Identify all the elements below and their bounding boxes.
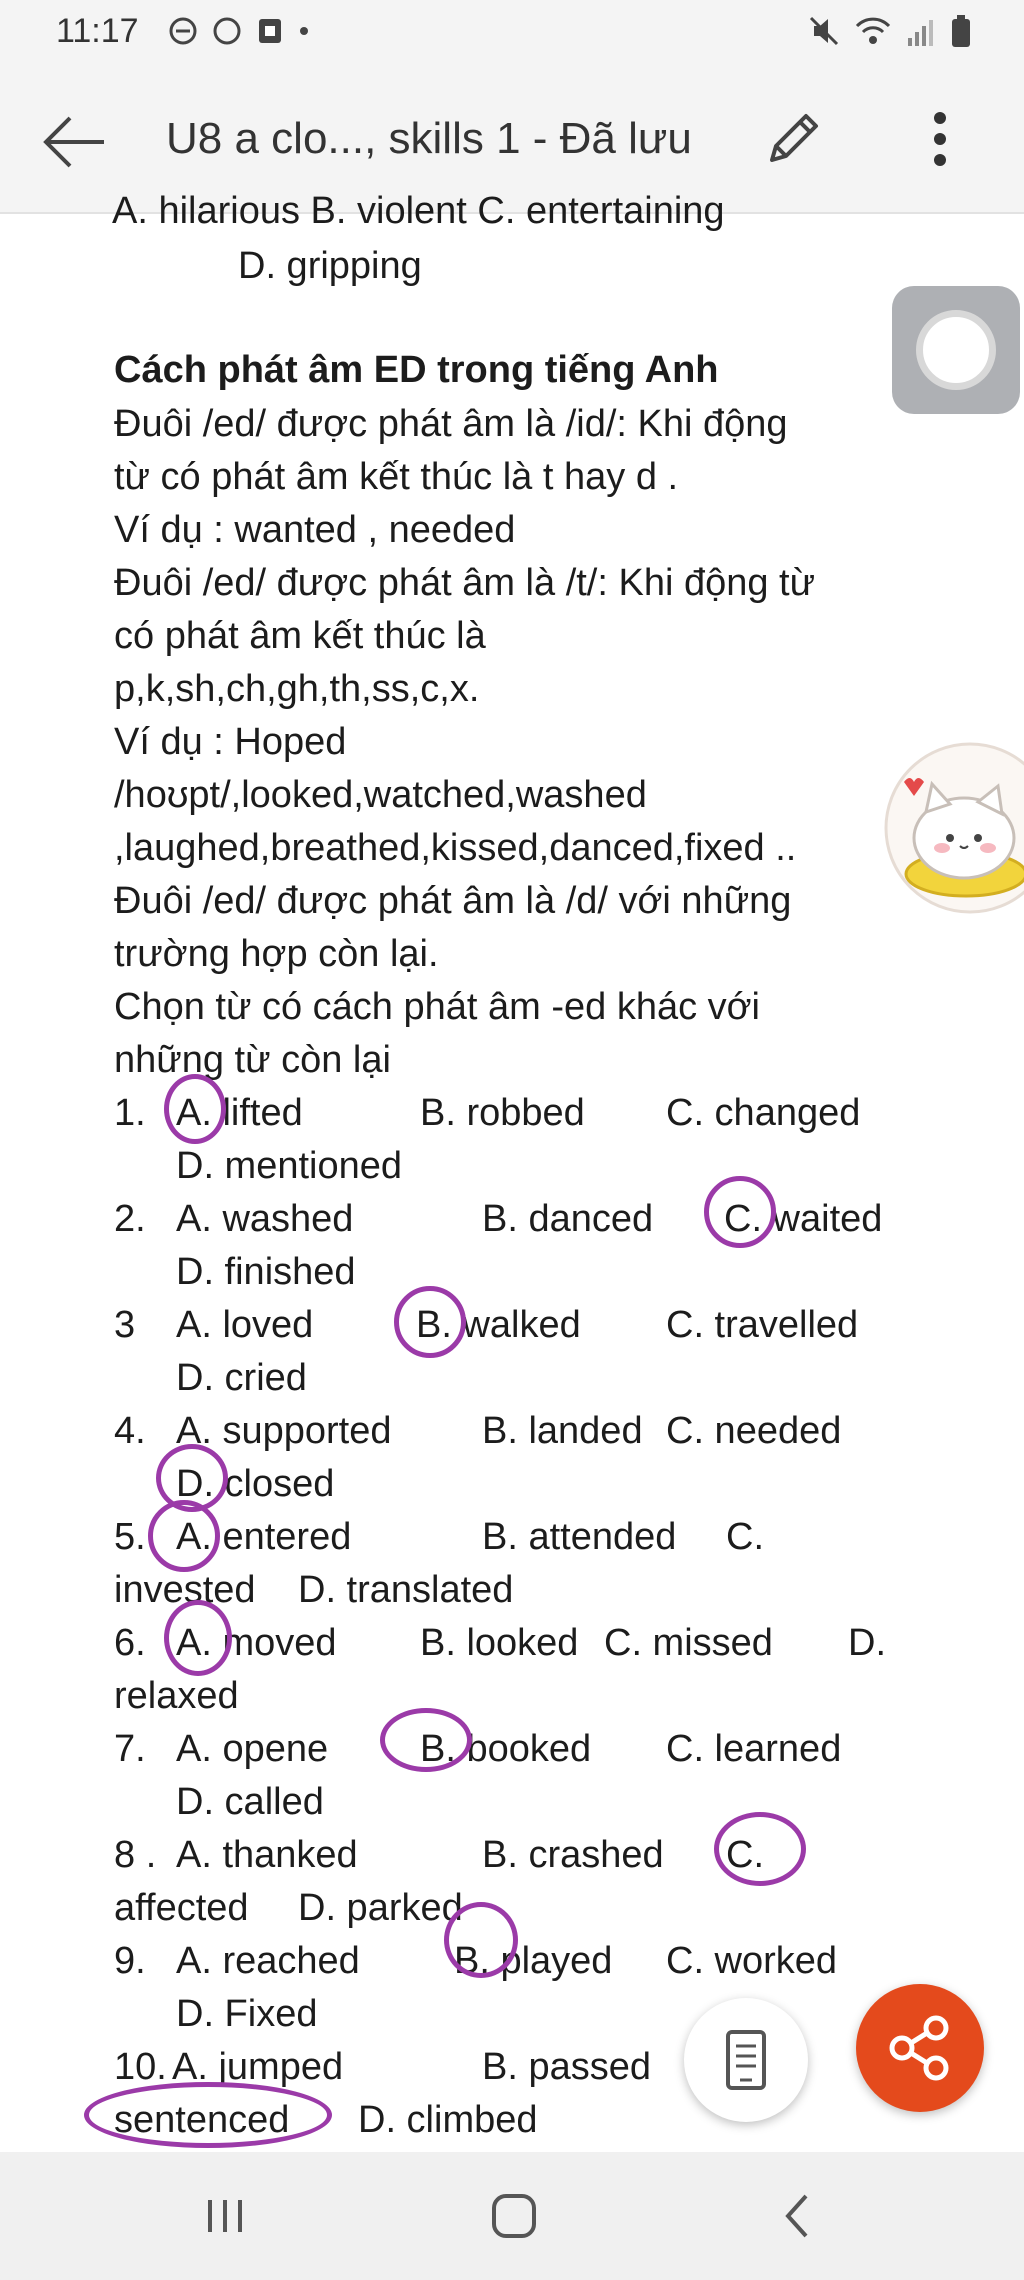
option-b: B. played bbox=[454, 1940, 613, 1982]
option-c: C. learned bbox=[666, 1728, 842, 1770]
option-a: A. supported bbox=[176, 1410, 392, 1452]
text-line: từ có phát âm kết thúc là t hay d . bbox=[114, 456, 679, 498]
more-vert-icon bbox=[920, 104, 960, 174]
question-number: 3 bbox=[114, 1304, 136, 1346]
answer-circle-q9 bbox=[444, 1902, 518, 1978]
option-c: C. changed bbox=[666, 1092, 861, 1134]
question-number: 2. bbox=[114, 1198, 146, 1240]
text-line: /hoʊpt/,looked,watched,washed bbox=[114, 774, 647, 816]
cat-sticker-icon bbox=[874, 742, 1024, 912]
answer-circle-q1 bbox=[164, 1074, 226, 1144]
text-line: Ví dụ : wanted , needed bbox=[114, 509, 516, 551]
option-c: C. waited bbox=[724, 1198, 883, 1240]
dot-icon bbox=[298, 16, 310, 46]
option-c: C. missed bbox=[604, 1622, 773, 1664]
mute-icon bbox=[808, 14, 840, 48]
question-number: 5. bbox=[114, 1516, 146, 1558]
cat-sticker[interactable] bbox=[874, 742, 1024, 912]
reader-mode-button[interactable] bbox=[684, 1998, 808, 2122]
assistant-ring-icon bbox=[916, 310, 996, 390]
option-a: A. opene bbox=[176, 1728, 329, 1770]
answer-circle-q8 bbox=[714, 1812, 806, 1886]
signal-icon bbox=[906, 14, 936, 48]
option-b: B. crashed bbox=[482, 1834, 664, 1876]
question-number: 6. bbox=[114, 1622, 146, 1664]
option-d: D. Fixed bbox=[176, 1993, 318, 2035]
question-number: 10. bbox=[114, 2046, 167, 2088]
answer-circle-q3 bbox=[394, 1286, 466, 1358]
text-line: Đuôi /ed/ được phát âm là /id/: Khi động bbox=[114, 403, 788, 445]
text-line: p,k,sh,ch,gh,th,ss,c,x. bbox=[114, 668, 480, 710]
edit-pencil-icon bbox=[758, 104, 828, 174]
gallery-icon bbox=[256, 16, 284, 46]
question-number: 1. bbox=[114, 1092, 146, 1134]
partially-hidden-line: A. hilarious B. violent C. entertaining bbox=[112, 190, 725, 232]
question-number: 8 . bbox=[114, 1834, 157, 1876]
text-line: D. gripping bbox=[238, 245, 422, 287]
nav-back-button[interactable] bbox=[764, 2186, 834, 2246]
option-d: D. finished bbox=[176, 1251, 356, 1293]
text-line: trường hợp còn lại. bbox=[114, 933, 439, 975]
option-b: B. robbed bbox=[420, 1092, 585, 1134]
option-d: D. cried bbox=[176, 1357, 307, 1399]
home-button[interactable] bbox=[478, 2186, 548, 2246]
option-d: D. called bbox=[176, 1781, 324, 1823]
option-d: D. parked bbox=[298, 1887, 463, 1929]
option-c-text: sentenced bbox=[114, 2099, 290, 2141]
option-c-text: invested bbox=[114, 1569, 256, 1611]
document-title: U8 a clo..., skills 1 - Đã lưu bbox=[166, 114, 692, 163]
share-icon bbox=[856, 1984, 984, 2112]
battery-icon bbox=[950, 14, 972, 48]
option-d: D. translated bbox=[298, 1569, 514, 1611]
question-number: 9. bbox=[114, 1940, 146, 1982]
option-a: A. loved bbox=[176, 1304, 314, 1346]
answer-circle-q5 bbox=[148, 1500, 220, 1572]
answer-circle-q6 bbox=[164, 1600, 232, 1676]
text-line: có phát âm kết thúc là bbox=[114, 615, 486, 657]
option-b: B. landed bbox=[482, 1410, 643, 1452]
recents-button[interactable] bbox=[190, 2186, 260, 2246]
status-time: 11:17 bbox=[56, 12, 139, 50]
option-b: B. looked bbox=[420, 1622, 579, 1664]
text-line: Đuôi /ed/ được phát âm là /t/: Khi động từ bbox=[114, 562, 816, 604]
option-b: B. danced bbox=[482, 1198, 654, 1240]
option-c: C. worked bbox=[666, 1940, 838, 1982]
option-c: C. bbox=[726, 1516, 764, 1558]
edit-button[interactable] bbox=[758, 104, 828, 174]
system-nav-bar bbox=[0, 2152, 1024, 2280]
option-c-text: affected bbox=[114, 1887, 249, 1929]
option-a: A. washed bbox=[176, 1198, 354, 1240]
option-c: C. travelled bbox=[666, 1304, 859, 1346]
status-notification-icons bbox=[168, 16, 310, 46]
option-c: C. bbox=[726, 1834, 764, 1876]
option-a: A. reached bbox=[176, 1940, 360, 1982]
dnd-icon bbox=[168, 16, 198, 46]
circle-icon bbox=[212, 16, 242, 46]
option-b: B. booked bbox=[420, 1728, 592, 1770]
answer-circle-q2 bbox=[704, 1176, 776, 1248]
text-line: Ví dụ : Hoped bbox=[114, 721, 347, 763]
back-button[interactable] bbox=[40, 112, 110, 172]
option-b: B. attended bbox=[482, 1516, 677, 1558]
nav-back-icon bbox=[764, 2186, 834, 2246]
option-a: A. moved bbox=[176, 1622, 337, 1664]
text-line: Chọn từ có cách phát âm -ed khác với bbox=[114, 986, 760, 1028]
option-b: B. passed bbox=[482, 2046, 651, 2088]
recents-icon bbox=[190, 2186, 260, 2246]
option-d: D. closed bbox=[176, 1463, 335, 1505]
question-number: 7. bbox=[114, 1728, 146, 1770]
answer-circle-q10 bbox=[84, 2082, 332, 2148]
option-a: A. lifted bbox=[176, 1092, 303, 1134]
status-bar bbox=[0, 0, 1024, 64]
option-a: A. jumped bbox=[172, 2046, 344, 2088]
option-c: C. needed bbox=[666, 1410, 842, 1452]
text-line: những từ còn lại bbox=[114, 1039, 391, 1081]
text-line: ,laughed,breathed,kissed,danced,fixed .. bbox=[114, 827, 797, 869]
option-b: B. walked bbox=[416, 1304, 581, 1346]
back-arrow-icon bbox=[40, 112, 110, 172]
section-heading: Cách phát âm ED trong tiếng Anh bbox=[114, 349, 719, 391]
question-number: 4. bbox=[114, 1410, 146, 1452]
share-button[interactable] bbox=[856, 1984, 984, 2112]
document-viewer[interactable] bbox=[0, 190, 1024, 2152]
option-d-text: relaxed bbox=[114, 1675, 239, 1717]
option-d: D. bbox=[848, 1622, 886, 1664]
option-a: A. thanked bbox=[176, 1834, 358, 1876]
option-d: D. climbed bbox=[358, 2099, 538, 2141]
option-d: D. mentioned bbox=[176, 1145, 403, 1187]
option-a: A. entered bbox=[176, 1516, 352, 1558]
home-icon bbox=[478, 2186, 548, 2246]
more-options-button[interactable] bbox=[920, 104, 960, 174]
wifi-icon bbox=[854, 14, 892, 48]
reader-mode-icon bbox=[684, 1998, 808, 2122]
status-system-icons bbox=[808, 14, 972, 48]
floating-assistant-button[interactable] bbox=[892, 286, 1020, 414]
answer-circle-q7 bbox=[380, 1708, 472, 1772]
text-line: Đuôi /ed/ được phát âm là /d/ với những bbox=[114, 880, 792, 922]
